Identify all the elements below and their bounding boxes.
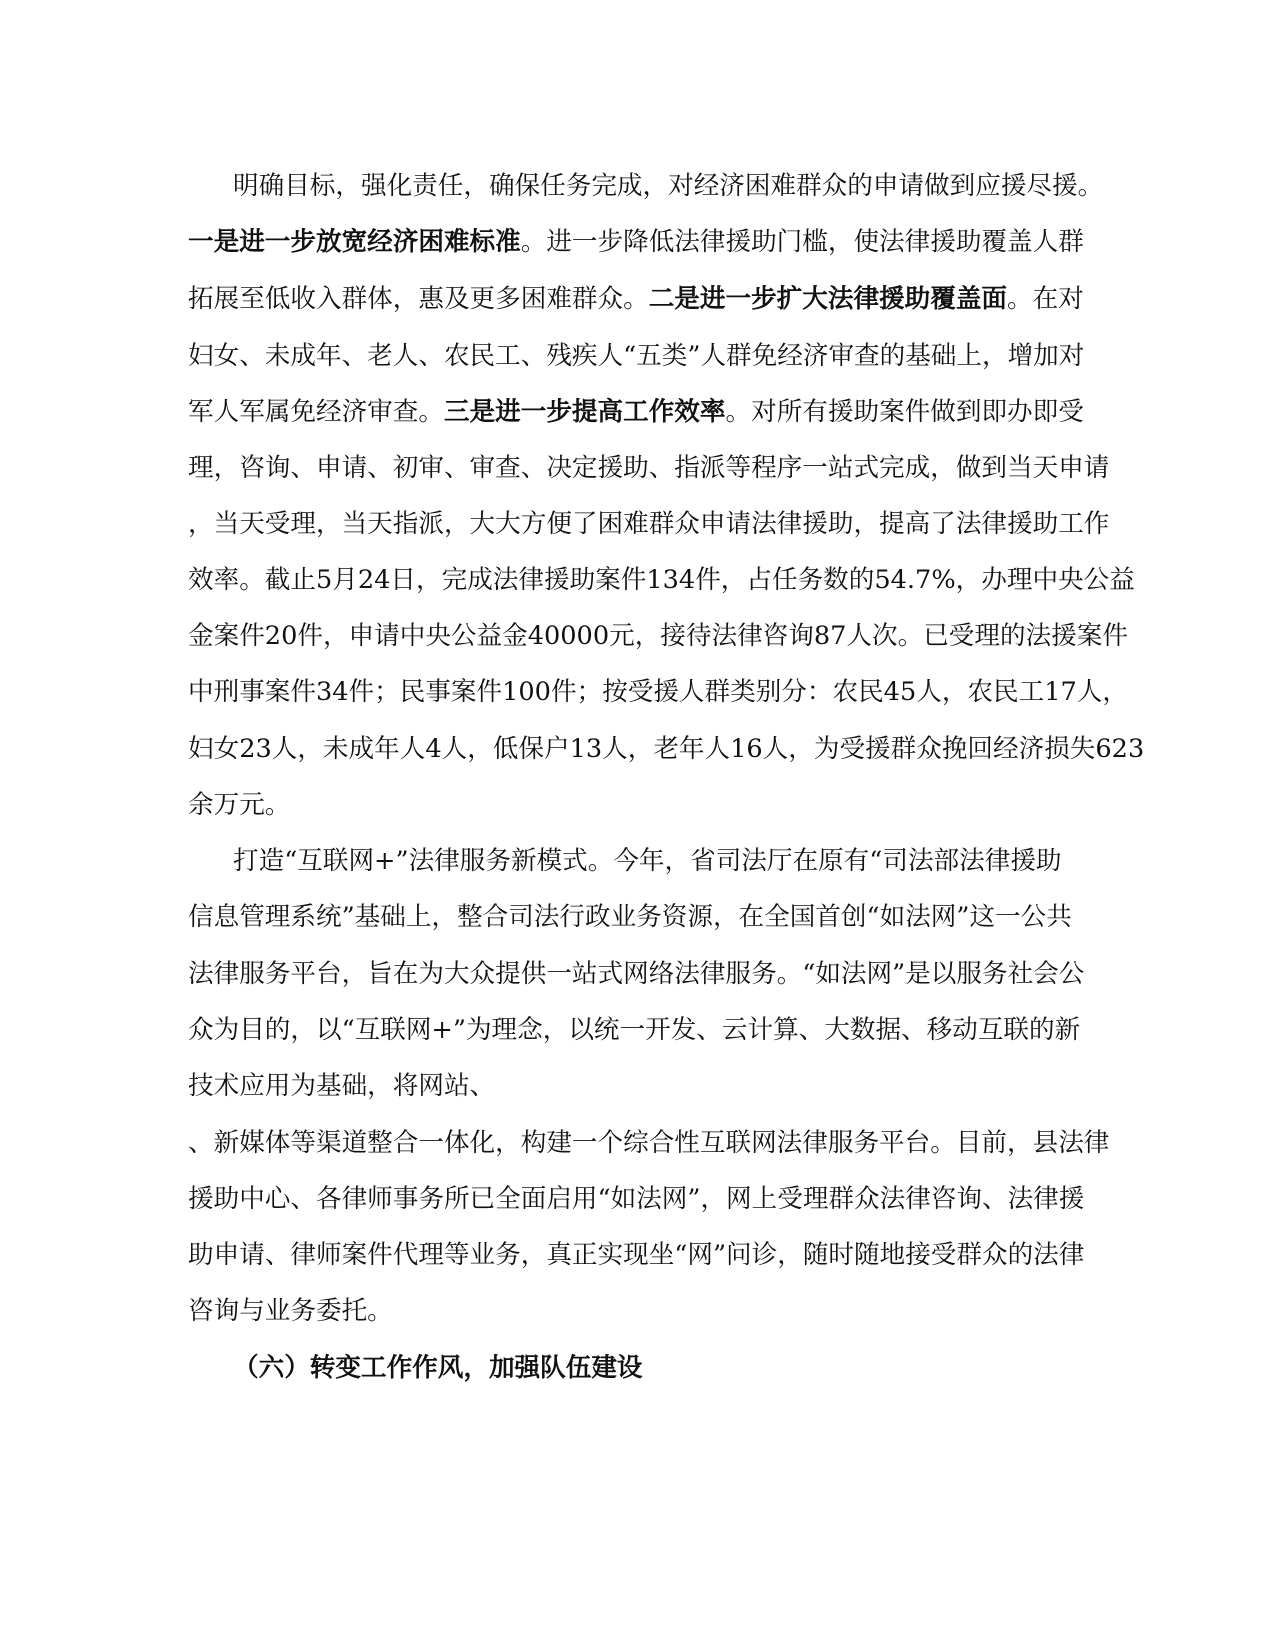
paragraph-2-line-2: [188, 902, 1072, 932]
heading-text: （六）转变工作作风，加强队伍建设: [233, 1353, 643, 1383]
text-run: 技术应用为基础，将网站、: [188, 1071, 496, 1101]
paragraph-1-line-11: [188, 734, 1144, 764]
paragraph-1-line-8: [188, 565, 1135, 595]
text-run: 咨询与业务委托。: [188, 1296, 393, 1326]
paragraph-2-line-5: [188, 1071, 495, 1101]
paragraph-2-line-4: [188, 1015, 1080, 1045]
text-run: 打造“互联网+”法律服务新模式。今年，省司法厅在原有“司法部法律援助: [233, 846, 1062, 876]
section-heading: [233, 1353, 643, 1383]
paragraph-1-line-2: [188, 227, 1084, 257]
paragraph-1-line-10: [188, 677, 1128, 707]
text-run: ，当天受理，当天指派，大大方便了困难群众申请法律援助，提高了法律援助工作: [188, 509, 1110, 539]
paragraph-1-line-5: [188, 397, 1084, 427]
bold-run: 二是进一步扩大法律援助覆盖面: [648, 284, 1008, 314]
text-run: 信息管理系统”基础上，整合司法行政业务资源，在全国首创“如法网”这一公共: [188, 902, 1072, 932]
text-run: 拓展至低收入群体，惠及更多困难群众。: [188, 284, 649, 314]
text-run: 众为目的，以“互联网+”为理念，以统一开发、云计算、大数据、移动互联的新: [188, 1015, 1081, 1045]
text-run: 。在对: [1007, 284, 1084, 314]
paragraph-1-line-6: [188, 453, 1109, 483]
paragraph-2-line-7: [188, 1184, 1084, 1214]
paragraph-1-line-9: [188, 621, 1128, 651]
text-run: 金案件20件，申请中央公益金40000元，接待法律咨询87人次。已受理的法援案件: [188, 621, 1128, 651]
text-run: 。进一步降低法律援助门槛，使法律援助覆盖人群: [520, 227, 1084, 257]
text-run: 妇女23人，未成年人4人，低保户13人，老年人16人，为受援群众挽回经济损失623: [188, 734, 1145, 764]
paragraph-1-line-12: [188, 790, 290, 820]
paragraph-2-line-9: [188, 1296, 393, 1326]
text-run: 明确目标，强化责任，确保任务完成，对经济困难群众的申请做到应援尽援。: [233, 171, 1104, 201]
text-run: 。对所有援助案件做到即办即受: [725, 397, 1084, 427]
paragraph-1-line-3: [188, 284, 1084, 314]
text-run: 法律服务平台，旨在为大众提供一站式网络法律服务。“如法网”是以服务社会公: [188, 959, 1085, 989]
text-run: 效率。截止5月24日，完成法律援助案件134件，占任务数的54.7%，办理中央公益: [188, 565, 1135, 595]
paragraph-2-line-8: [188, 1240, 1084, 1270]
text-run: 军人军属免经济审查。: [188, 397, 444, 427]
paragraph-2-line-1: [233, 846, 1062, 876]
text-run: 理，咨询、申请、初审、审查、决定援助、指派等程序一站式完成，做到当天申请: [188, 453, 1110, 483]
paragraph-1-line-7: [188, 509, 1109, 539]
paragraph-1-line-1: [233, 171, 1103, 201]
text-run: 中刑事案件34件；民事案件100件；按受援人群类别分：农民45人，农民工17人，: [188, 677, 1128, 707]
text-run: 、新媒体等渠道整合一体化，构建一个综合性互联网法律服务平台。目前，县法律: [188, 1128, 1110, 1158]
text-run: 援助中心、各律师事务所已全面启用“如法网”，网上受理群众法律咨询、法律援: [188, 1184, 1085, 1214]
bold-run: 三是进一步提高工作效率: [443, 397, 726, 427]
text-run: 余万元。: [188, 790, 291, 820]
paragraph-2-line-3: [188, 959, 1084, 989]
paragraph-1-line-4: [188, 341, 1084, 371]
bold-run: 一是进一步放宽经济困难标准: [188, 227, 521, 257]
text-run: 助申请、律师案件代理等业务，真正实现坐“网”问诊，随时随地接受群众的法律: [188, 1240, 1085, 1270]
text-run: 妇女、未成年、老人、农民工、残疾人“五类”人群免经济审查的基础上，增加对: [188, 341, 1085, 371]
paragraph-2-line-6: [188, 1128, 1109, 1158]
